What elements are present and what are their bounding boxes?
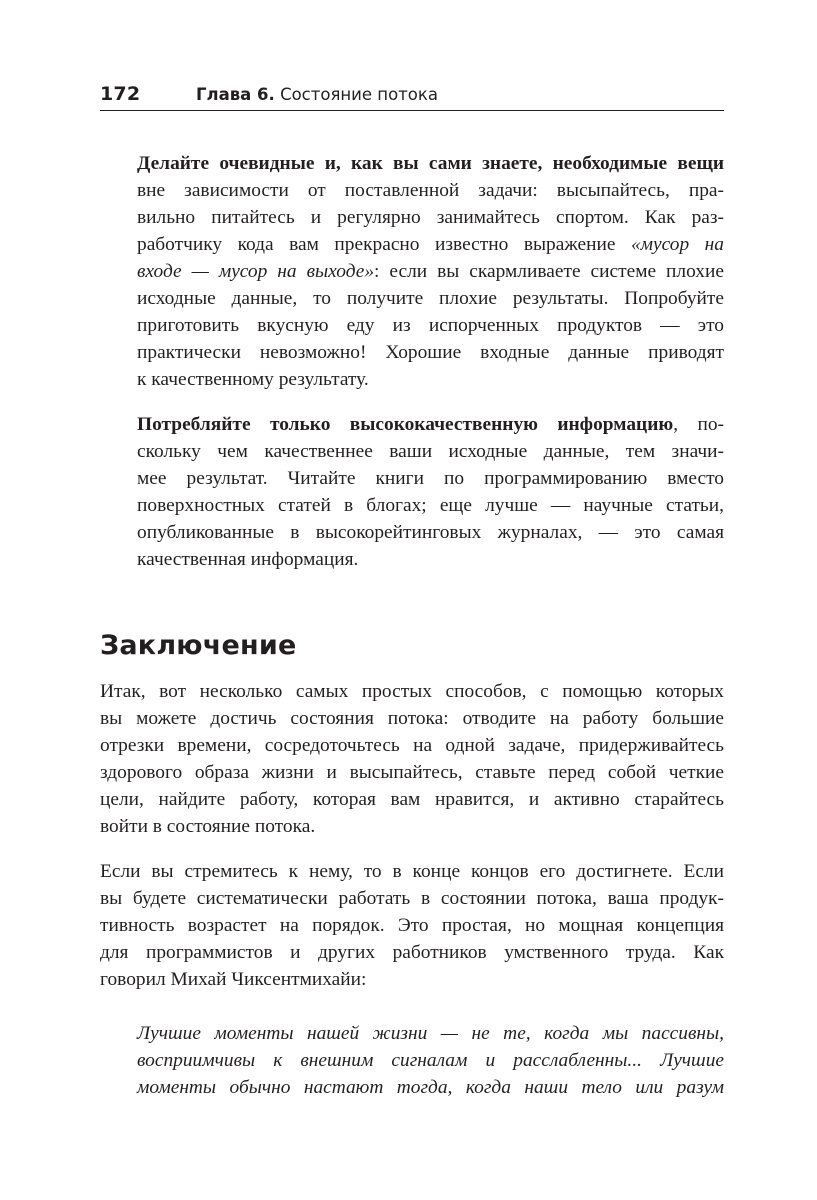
quote-line: Лучшие моменты нашей жизни — не те, когда мы пассивны,: [137, 1023, 724, 1044]
text-line: войти в состояние потока.: [100, 816, 316, 837]
quote-line: моменты обычно настают тогда, когда наши тело или разум: [137, 1077, 724, 1098]
text-line: вне зависимости от поставленной задачи: высыпайтесь, пра-: [137, 180, 724, 201]
text-fragment: : если вы скармливаете системе плохие: [374, 261, 724, 282]
text-line: скольку чем качественнее ваши исходные данные, тем значи-: [137, 441, 724, 462]
text-line: качественная информация.: [137, 549, 359, 570]
text-line: вильно питайтесь и регулярно занимайтесь спортом. Как раз-: [137, 207, 724, 228]
italic-phrase: «мусор на: [630, 234, 724, 255]
text-line: к качественному результату.: [137, 369, 369, 390]
text-line: цели, найдите работу, которая вам нравится, и активно старайтесь: [100, 789, 724, 810]
text-line: [137, 258, 724, 285]
text-line: опубликованные в высокорейтинговых журналах, — это самая: [137, 522, 724, 543]
text-line: [137, 411, 724, 438]
paragraph-lead: Потребляйте только высококачественную информацию: [137, 414, 674, 435]
block-quote: [137, 1020, 724, 1101]
text-line: тивность возрастет на порядок. Это простая, но мощная концепция: [100, 915, 724, 936]
paragraph-quality-information: [137, 411, 724, 573]
text-line: приготовить вкусную еду из испорченных продуктов — это: [137, 315, 724, 336]
text-line: исходные данные, то получите плохие результаты. Попробуйте: [137, 288, 724, 309]
paragraph-summary: [100, 678, 724, 840]
text-line: Итак, вот несколько самых простых способов, с помощью которых: [100, 681, 724, 702]
section-heading: Заключение: [100, 630, 297, 661]
text-line: поверхностных статей в блогах; еще лучше — научные статьи,: [137, 495, 724, 516]
text-line: мее результат. Читайте книги по программированию вместо: [137, 468, 724, 489]
running-header: [100, 80, 724, 111]
quote-line: восприимчивы к внешним сигналам и расслабленны... Лучшие: [137, 1050, 724, 1071]
paragraph-healthy-habits: [137, 150, 724, 393]
text-line: отрезки времени, сосредоточьтесь на одной задаче, придерживайтесь: [100, 735, 724, 756]
text-fragment: работчику кода вам прекрасно известно выражение: [137, 234, 631, 255]
text-line: для программистов и других работников умственного труда. Как: [100, 942, 724, 963]
text-line: вы можете достичь состояния потока: отводите на работу большие: [100, 708, 724, 729]
text-line: говорил Михай Чиксентмихайи:: [100, 969, 367, 990]
chapter-label: Глава 6.: [196, 85, 275, 104]
paragraph-lead: Делайте очевидные и, как вы сами знаете, необходимые вещи: [137, 153, 724, 174]
text-line: практически невозможно! Хорошие входные данные приводят: [137, 342, 724, 363]
page-number: 172: [100, 83, 141, 105]
text-line: Если вы стремитесь к нему, то в конце концов его достигнете. Если: [100, 861, 724, 882]
chapter-title: Состояние потока: [280, 85, 438, 104]
text-fragment: , по-: [673, 414, 724, 435]
text-line: [137, 231, 724, 258]
paragraph-productivity: [100, 858, 724, 993]
text-line: здорового образа жизни и высыпайтесь, ставьте перед собой четкие: [100, 762, 724, 783]
running-head: [196, 85, 438, 104]
italic-phrase: входе — мусор на выходе»: [137, 261, 375, 282]
text-line: вы будете систематически работать в состоянии потока, ваша продук-: [100, 888, 724, 909]
